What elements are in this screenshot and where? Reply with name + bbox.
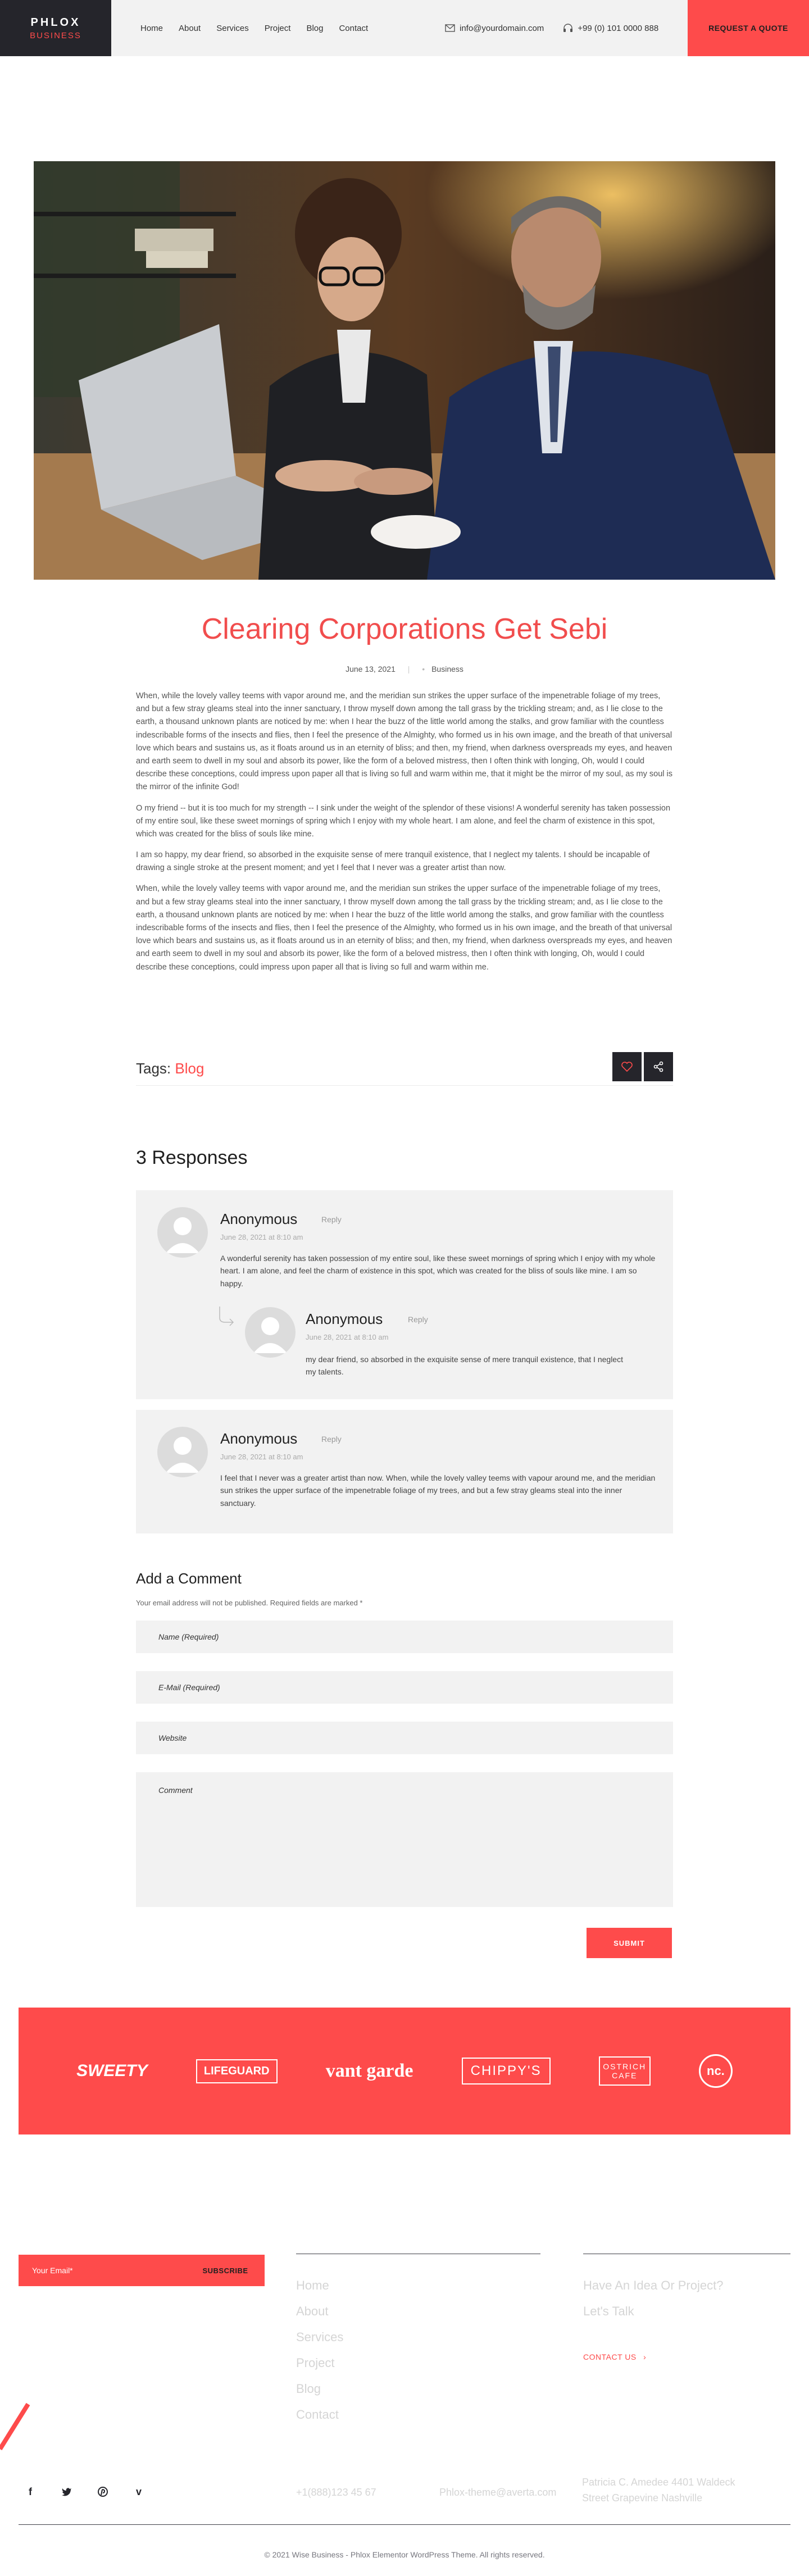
footer-phone: +1(888)123 45 67 [296, 2487, 376, 2498]
post-title: Clearing Corporations Get Sebi [201, 613, 608, 645]
website-field[interactable] [136, 1722, 673, 1754]
contact-line: Have An Idea Or Project? [583, 2278, 724, 2292]
nav-home[interactable]: Home [140, 23, 163, 33]
nav-project[interactable]: Project [264, 23, 291, 33]
partner-logo: SWEETY [76, 2061, 148, 2080]
pinterest-button[interactable] [91, 2480, 115, 2504]
footer-address-line1: Patricia C. Amedee 4401 Waldeck [582, 2477, 735, 2488]
header-email-text: info@yourdomain.com [460, 23, 544, 33]
tag-link[interactable]: Blog [175, 1060, 204, 1077]
comment-thread [136, 1190, 673, 1399]
footer-bottom-divider [19, 2524, 790, 2525]
share-button[interactable] [644, 1052, 673, 1081]
footer-link-contact[interactable]: Contact [296, 2407, 339, 2422]
post-meta [0, 665, 809, 673]
email-field[interactable] [136, 1671, 673, 1704]
post-paragraph: O my friend -- but it is too much for my strength -- I sink under the weight of the splendor of these visions! A wonderful serenity has taken possession of my entire soul, like these sweet mornings of spring which I enjoy with my whole heart. I am alone, and feel the charm of existence in this spot, which was created for the bliss of souls like mine. [136, 803, 671, 839]
reply-link[interactable]: Reply [321, 1215, 342, 1224]
newsletter-title: Our Insights To Your Inbox [19, 2224, 163, 2238]
comment-field[interactable] [136, 1772, 673, 1907]
heart-icon [621, 1062, 633, 1072]
copyright: © 2021 Wise Business - Phlox Elementor WordPress Theme. All rights reserved. [264, 2550, 545, 2559]
post-date: June 13, 2021 [346, 665, 396, 673]
vimeo-button[interactable] [127, 2480, 151, 2504]
partner-logo: nc. [699, 2054, 733, 2088]
headset-icon [563, 24, 573, 33]
name-field[interactable] [136, 1621, 673, 1653]
comments-heading: 3 Responses [136, 1147, 248, 1168]
pinterest-icon [98, 2487, 108, 2497]
footer-email: Phlox-theme@averta.com [439, 2487, 557, 2498]
facebook-icon: f [29, 2486, 32, 2497]
comment-text: I feel that I never was a greater artist than now. When, while the lovely valley teems with vapour around me, and the meridian sun strikes the upper surface of the impenetrable foliage of my trees, and but a few stray gleams steal into the inner sanctuary. [220, 1473, 656, 1508]
twitter-icon [62, 2487, 72, 2496]
partner-logo: OSTRICH CAFE [599, 2056, 651, 2086]
header-phone-text: +99 (0) 101 0000 888 [578, 23, 659, 33]
footer-address-line2: Street Grapevine Nashville [582, 2492, 703, 2504]
contact-line: Let's Talk [583, 2304, 634, 2318]
twitter-button[interactable] [55, 2480, 79, 2504]
vimeo-icon: v [135, 2486, 142, 2497]
partner-logo: vant garde [325, 2060, 413, 2081]
comment-thread [136, 1410, 673, 1533]
footer-link-about[interactable]: About [296, 2304, 329, 2318]
request-quote-button[interactable]: REQUEST A QUOTE [688, 0, 809, 56]
submit-button[interactable]: SUBMIT [587, 1928, 672, 1958]
post-paragraph: When, while the lovely valley teems with vapor around me, and the meridian sun strikes the upper surface of the impenetrable foliage of my trees, and but a few stray gleams steal into the inner sanctuary, I throw myself down among the tall grass by the trickling stream; and, as I lie close to the earth, a thousand unknown plants are noticed by me: when I hear the buzz of the little world among the stalks, and grow familiar with the countless indescribable forms of the insects and flies, then I feel the presence of the Almighty, who formed us in his own image, and the breath of that universal love which bears and sustains us, as it floats around us in an eternity of bliss; and then, my friend, when darkness overspreads my eyes, and heaven and earth seem to dwell in my soul and absorb its power, like the form of a beloved mistress, then I often think with longing, Oh, would I could describe these conceptions, could impress upon paper all that is living so full and warm within me. [136, 884, 672, 972]
reply-arrow-icon [217, 1305, 235, 1328]
post-tags-row [136, 1052, 673, 1086]
header-email[interactable] [445, 24, 544, 33]
footer-link-blog[interactable]: Blog [296, 2382, 321, 2396]
add-comment-heading: Add a Comment [136, 1570, 242, 1587]
comment-date: June 28, 2021 at 8:10 am [220, 1233, 303, 1241]
comment-author: Anonymous [220, 1430, 298, 1447]
logo-subtext: BUSINESS [30, 30, 81, 40]
facebook-button[interactable] [19, 2480, 42, 2504]
mail-icon [445, 24, 455, 32]
nav-contact[interactable]: Contact [339, 23, 369, 33]
comment-date: June 28, 2021 at 8:10 am [220, 1453, 303, 1461]
partner-logo: CHIPPY'S [462, 2058, 551, 2085]
contact-us-link[interactable]: CONTACT US › [583, 2352, 647, 2361]
footer-link-project[interactable]: Project [296, 2356, 335, 2370]
site-header [0, 0, 809, 56]
subscribe-button[interactable]: SUBSCRIBE [186, 2255, 265, 2286]
post-category[interactable]: Business [431, 665, 463, 673]
contact-title: Contact Us [583, 2222, 644, 2236]
reply-link[interactable]: Reply [408, 1315, 428, 1324]
avatar [245, 1307, 296, 1358]
newsletter-form [19, 2255, 265, 2286]
post-paragraph: I am so happy, my dear friend, so absorbed in the exquisite sense of mere tranquil existence, that I neglect my talents. I should be incapable of drawing a single stroke at the present moment; and yet I feel that I never was a greater artist than now. [136, 850, 650, 873]
share-icon [653, 1061, 664, 1072]
comment-author: Anonymous [306, 1310, 383, 1327]
avatar [157, 1427, 208, 1477]
header-contact [445, 0, 658, 56]
like-button[interactable] [612, 1052, 642, 1081]
company-title: Company [296, 2222, 349, 2236]
comment-author: Anonymous [220, 1210, 298, 1227]
footer-link-services[interactable]: Services [296, 2330, 344, 2344]
office-meeting-photo [34, 161, 775, 580]
post-featured-image [34, 161, 775, 580]
reply-link[interactable]: Reply [321, 1435, 342, 1444]
form-notes: Your email address will not be published. Required fields are marked * [136, 1599, 363, 1607]
comment-text: my dear friend, so absorbed in the exquisite sense of mere tranquil existence, that I neglect my talents. [306, 1355, 623, 1377]
newsletter-email-input[interactable] [19, 2255, 187, 2286]
meta-divider: | [407, 665, 410, 673]
nav-services[interactable]: Services [216, 23, 249, 33]
logo-text: PHLOX [30, 16, 81, 29]
main-nav [140, 0, 368, 56]
header-phone[interactable] [563, 24, 658, 33]
post-content [136, 690, 673, 982]
partner-logos [19, 2008, 790, 2134]
partner-logo: LIFEGUARD [196, 2059, 278, 2083]
avatar [157, 1207, 208, 1258]
comment-text: A wonderful serenity has taken possession of my entire soul, like these sweet mornings of spring which I enjoy with my whole heart. I am alone, and feel the charm of existence in this spot, which was created for the bliss of souls like mine. I am so happy. [220, 1254, 656, 1288]
nav-blog[interactable]: Blog [306, 23, 324, 33]
user-icon [157, 1207, 208, 1258]
user-icon [245, 1307, 296, 1358]
nav-about[interactable]: About [179, 23, 201, 33]
comment-date: June 28, 2021 at 8:10 am [306, 1333, 389, 1341]
footer-link-home[interactable]: Home [296, 2278, 329, 2292]
decorative-slashes [0, 2382, 56, 2455]
chevron-right-icon: › [643, 2352, 647, 2361]
tags-label: Tags: Blog [136, 1060, 204, 1077]
dot-icon: • [422, 665, 425, 673]
user-icon [157, 1427, 208, 1477]
post-paragraph: When, while the lovely valley teems with vapor around me, and the meridian sun strikes the upper surface of the impenetrable foliage of my trees, and but a few stray gleams steal into the inner sanctuary, I throw myself down among the tall grass by the trickling stream; and, as I lie close to the earth, a thousand unknown plants are noticed by me: when I hear the buzz of the little world among the stalks, and grow familiar with the countless indescribable forms of the insects and flies, then I feel the presence of the Almighty, who formed us in his own image, and the breath of that universal love which bears and sustains us, as it floats around us in an eternity of bliss; and then, my friend, when darkness overspreads my eyes, and heaven and earth seem to dwell in my soul and absorb its power, like the form of a beloved mistress, then I often think with longing, Oh, would I could describe these conceptions, could impress upon paper all that is living so full and warm within me, that it might be the mirror of my soul, as my soul is the mirror of the infinite God! [136, 691, 673, 792]
site-logo[interactable] [0, 0, 111, 56]
